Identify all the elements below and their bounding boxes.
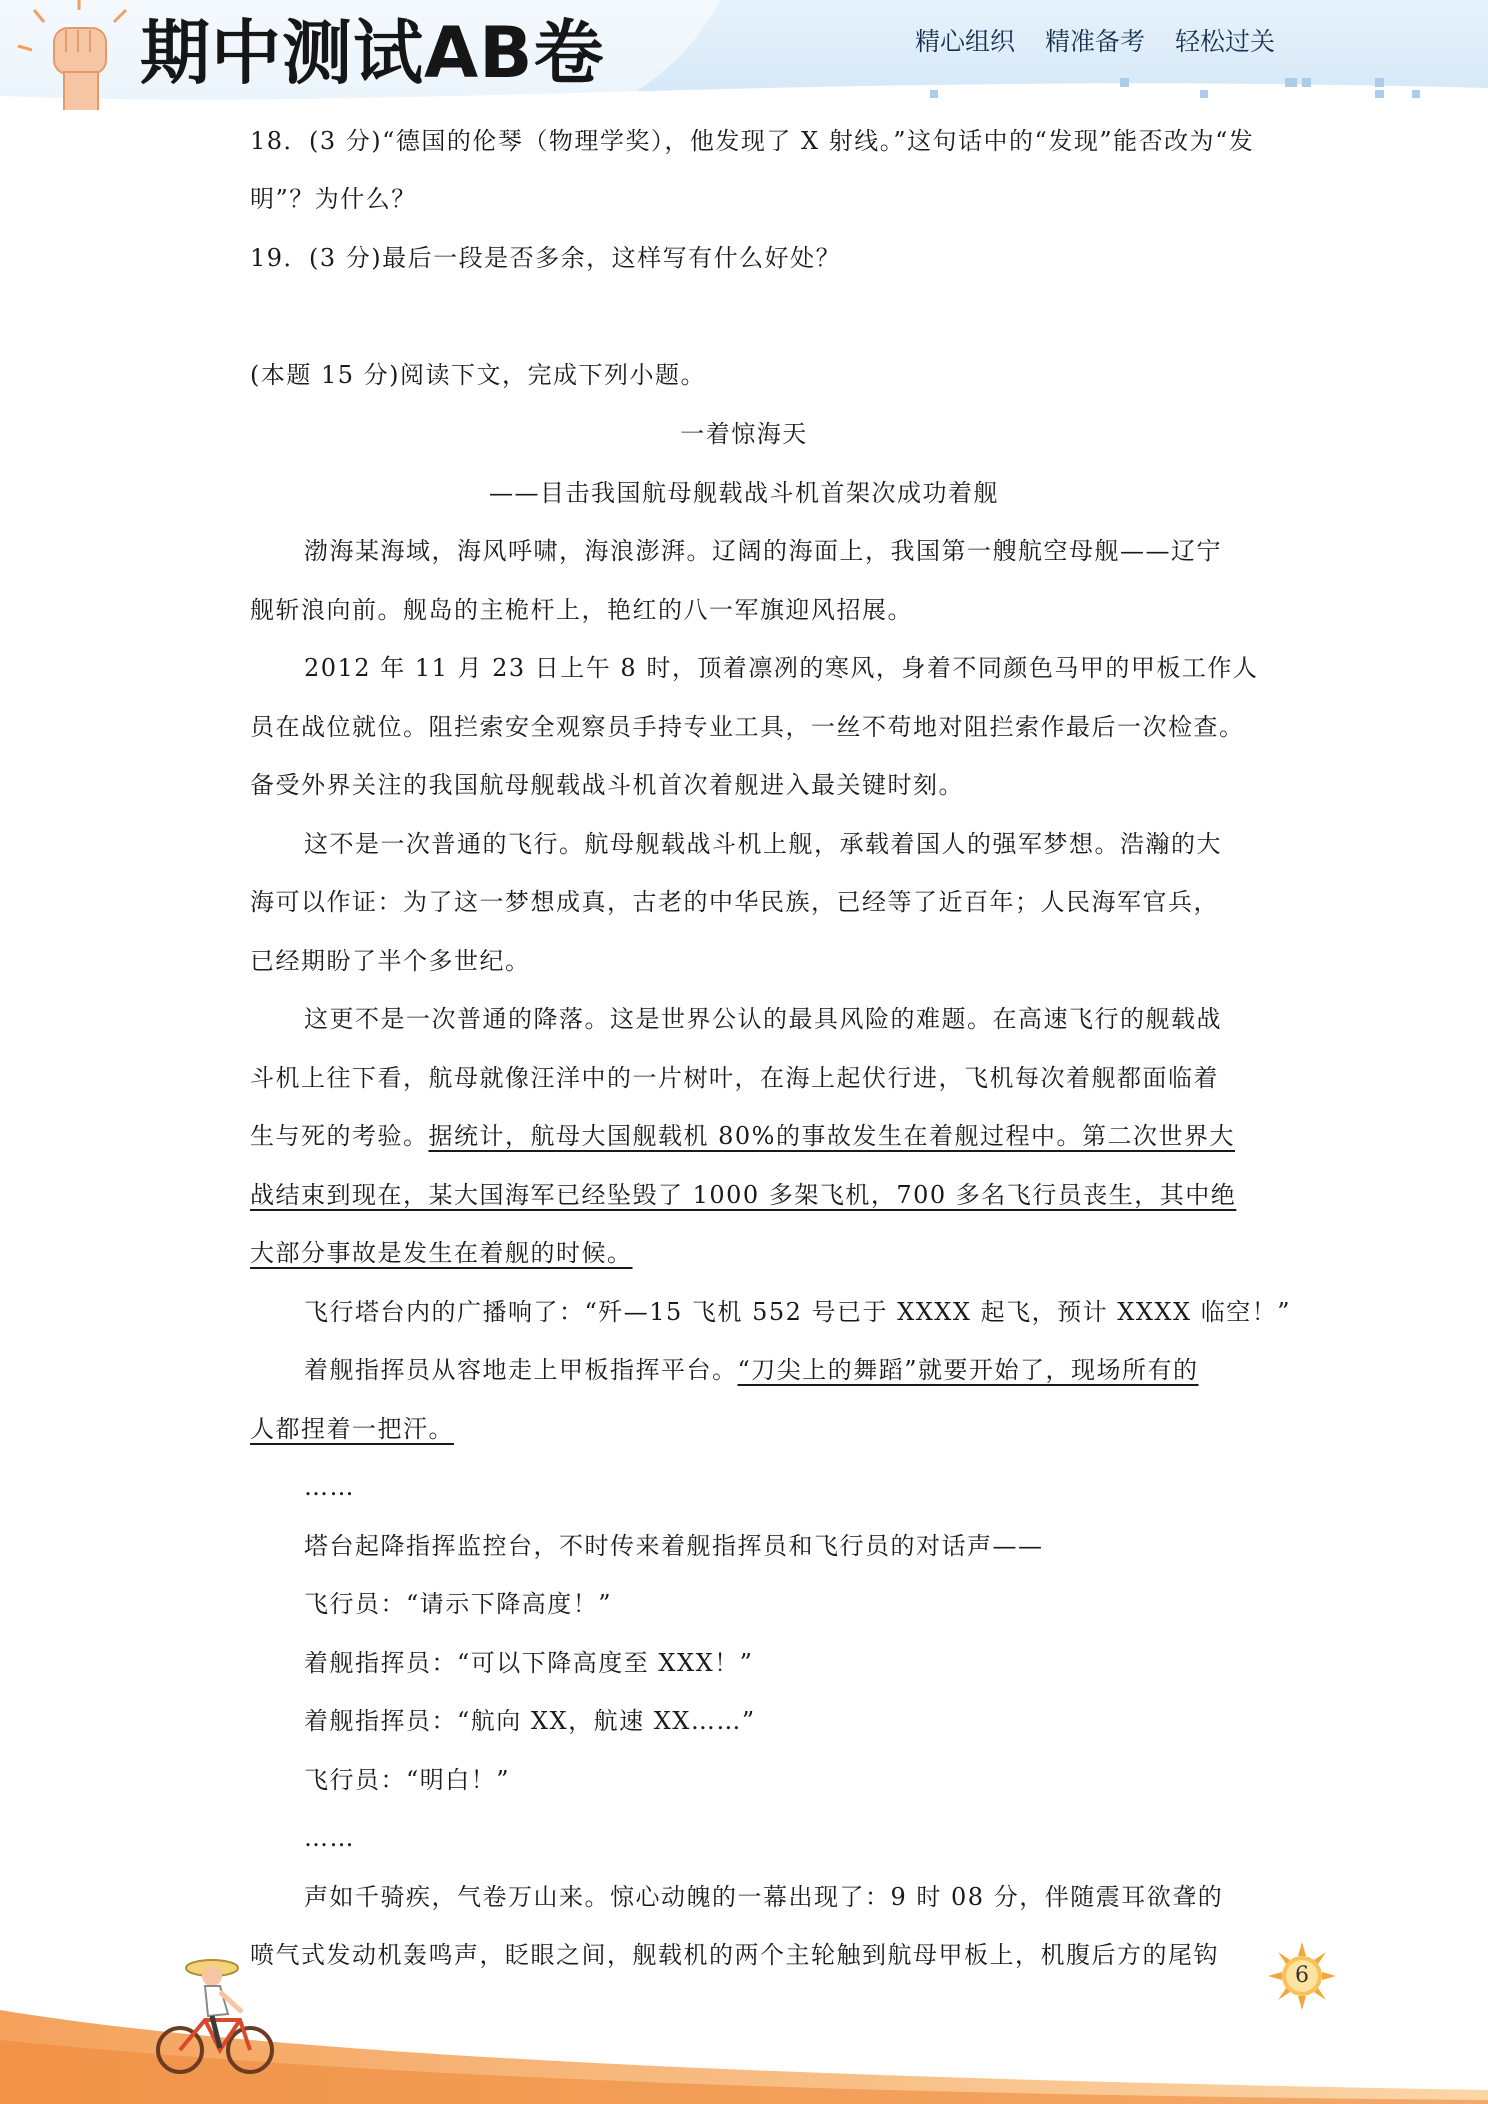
paragraph-6-line-1 [304, 1354, 1294, 1386]
dialogue-1: 飞行员：“请示下降高度！” [304, 1590, 613, 1618]
paragraph-2-line-2: 员在战位就位。阻拦索安全观察员手持专业工具，一丝不苟地对阻拦索作最后一次检查。 [250, 713, 1245, 741]
question-18-line-1: 18．(3 分)“德国的伦琴（物理学奖），他发现了 X 射线。”这句话中的“发现”能否改为“发 [250, 127, 1255, 155]
question-19: 19．(3 分)最后一段是否多余，这样写有什么好处？ [250, 244, 842, 272]
page-title: 期中测试AB卷 [140, 12, 605, 94]
paragraph-4-line-2: 斗机上往下看，航母就像汪洋中的一片树叶，在海上起伏行进，飞机每次着舰都面临着 [250, 1064, 1219, 1092]
paragraph-8-line-2: 喷气式发动机轰鸣声，眨眼之间，舰载机的两个主轮触到航母甲板上，机腹后方的尾钩 [250, 1941, 1219, 1969]
paragraph-2-line-3: 备受外界关注的我国航母舰载战斗机首次着舰进入最关键时刻。 [250, 771, 964, 799]
cyclist-icon [150, 1950, 280, 2080]
paragraph-8-line-1: 声如千骑疾，气卷万山来。惊心动魄的一幕出现了：9 时 08 分，伴随震耳欲聋的 [304, 1883, 1224, 1911]
paragraph-3-line-1: 这不是一次普通的飞行。航母舰载战斗机上舰，承载着国人的强军梦想。浩瀚的大 [304, 830, 1222, 858]
paragraph-4-line-4-underlined: 战结束到现在，某大国海军已经坠毁了 1000 多架飞机，700 多名飞行员丧生，其中绝 [250, 1181, 1237, 1209]
dialogue-4: 飞行员：“明白！” [304, 1766, 511, 1794]
paragraph-1-line-1: 渤海某海域，海风呼啸，海浪澎湃。辽阔的海面上，我国第一艘航空母舰——辽宁 [304, 537, 1222, 565]
slogan-3: 轻松过关 [1174, 27, 1275, 56]
paragraph-5: 飞行塔台内的广播响了：“歼—15 飞机 552 号已于 XXXX 起飞，预计 XXXX 临空！” [304, 1298, 1291, 1326]
dialogue-3: 着舰指挥员：“航向 XX，航速 XX……” [304, 1707, 756, 1735]
ellipsis-2: …… [304, 1824, 355, 1852]
underlined-sentence-statistics: 据统计，航母大国舰载机 80%的事故发生在着舰过程中。第二次世界大 [428, 1122, 1235, 1150]
paragraph-7: 塔台起降指挥监控台，不时传来着舰指挥员和飞行员的对话声—— [304, 1532, 1044, 1560]
slogan-2: 精准备考 [1044, 27, 1145, 56]
article-title: 一着惊海天 [680, 420, 808, 448]
paragraph-3-line-3: 已经期盼了半个多世纪。 [250, 947, 531, 975]
ellipsis-1: …… [304, 1473, 355, 1501]
section-intro: (本题 15 分)阅读下文，完成下列小题。 [250, 361, 707, 389]
paragraph-1-line-2: 舰斩浪向前。舰岛的主桅杆上，艳红的八一军旗迎风招展。 [250, 596, 913, 624]
paragraph-4-line-3 [250, 1120, 1240, 1152]
article-subtitle: ——目击我国航母舰载战斗机首架次成功着舰 [489, 479, 999, 507]
slogan-1: 精心组织 [914, 27, 1015, 56]
paragraph-3-line-2: 海可以作证：为了这一梦想成真，古老的中华民族，已经等了近百年；人民海军官兵， [250, 888, 1219, 916]
dialogue-2: 着舰指挥员：“可以下降高度至 XXX！” [304, 1649, 754, 1677]
paragraph-4-line-5-underlined: 大部分事故是发生在着舰的时候。 [250, 1239, 633, 1267]
paragraph-4-line-1: 这更不是一次普通的降落。这是世界公认的最具风险的难题。在高速飞行的舰载战 [304, 1005, 1222, 1033]
page-number: 6 [1295, 1963, 1309, 1988]
question-18-line-2: 明”？为什么？ [250, 185, 417, 213]
underlined-sentence-knife-dance: “刀尖上的舞蹈”就要开始了，现场所有的 [737, 1356, 1199, 1384]
paragraph-6-line-2-underlined: 人都捏着一把汗。 [250, 1415, 454, 1443]
paragraph-4-line-3-plain: 生与死的考验。 [250, 1122, 429, 1150]
paragraph-6-line-1-plain: 着舰指挥员从容地走上甲板指挥平台。 [304, 1356, 738, 1384]
paragraph-2-line-1: 2012 年 11 月 23 日上午 8 时，顶着凛冽的寒风，身着不同颜色马甲的甲板工作人 [304, 654, 1259, 682]
